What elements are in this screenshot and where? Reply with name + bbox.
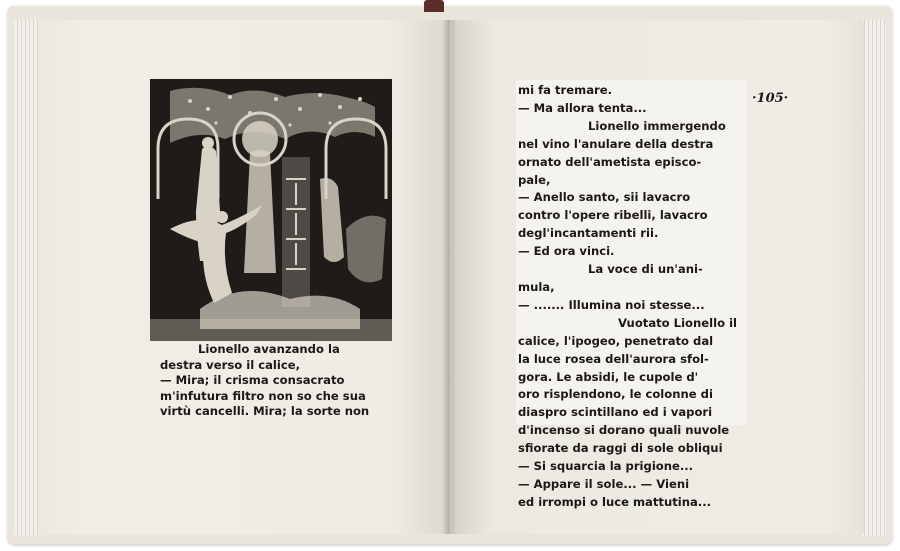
text-line: d'incenso si dorano quali nuvole xyxy=(518,423,730,438)
text-line: — Si squarcia la prigione... xyxy=(518,459,694,474)
caption-line: Lionello avanzando la xyxy=(198,342,340,356)
text-line: La voce di un'ani- xyxy=(588,262,703,277)
text-line: calice, l'ipogeo, penetrato dal xyxy=(518,333,714,348)
text-line: la luce rosea dell'aurora sfol- xyxy=(518,351,709,366)
text-line: ornato dell'ametista episco- xyxy=(518,154,702,169)
text-line: contro l'opere ribelli, lavacro xyxy=(518,208,708,223)
text-line: mula, xyxy=(518,279,555,294)
page-number: ·105· xyxy=(752,91,789,106)
text-line: Vuotato Lionello il xyxy=(618,315,738,330)
right-page-text xyxy=(518,82,754,512)
text-line: — Appare il sole... — Vieni xyxy=(518,476,690,491)
left-caption xyxy=(160,342,400,420)
woodcut-illustration xyxy=(150,79,392,341)
text-line: — Ma allora tenta... xyxy=(518,100,647,115)
text-line: pale, xyxy=(518,172,551,187)
text-line: diaspro scintillano ed i vapori xyxy=(518,405,713,420)
text-line: — Ed ora vinci. xyxy=(518,244,615,259)
caption-line: m'infutura filtro non so che sua xyxy=(160,388,366,403)
text-line: sfiorate da raggi di sole obliqui xyxy=(518,441,723,456)
text-line: — ....... Illumina noi stesse... xyxy=(518,297,705,312)
text-line: gora. Le absidi, le cupole d' xyxy=(518,369,699,384)
text-line: — Anello santo, sii lavacro xyxy=(518,190,691,205)
caption-line: destra verso il calice, xyxy=(160,357,300,372)
text-line: oro risplendono, le colonne di xyxy=(518,387,713,402)
text-line: degl'incantamenti rii. xyxy=(518,226,659,241)
caption-line: virtù cancelli. Mira; la sorte non xyxy=(160,404,370,418)
text-line: nel vino l'anulare della destra xyxy=(518,136,714,151)
text-line: ed irrompi o luce mattutina... xyxy=(518,494,712,509)
text-line: mi fa tremare. xyxy=(518,83,613,97)
woodcut-svg xyxy=(150,79,392,341)
caption-line: — Mira; il crisma consacrato xyxy=(160,373,345,387)
bookmark-ribbon xyxy=(424,0,444,12)
book-gutter xyxy=(442,20,456,534)
text-line: Lionello immergendo xyxy=(588,118,726,133)
